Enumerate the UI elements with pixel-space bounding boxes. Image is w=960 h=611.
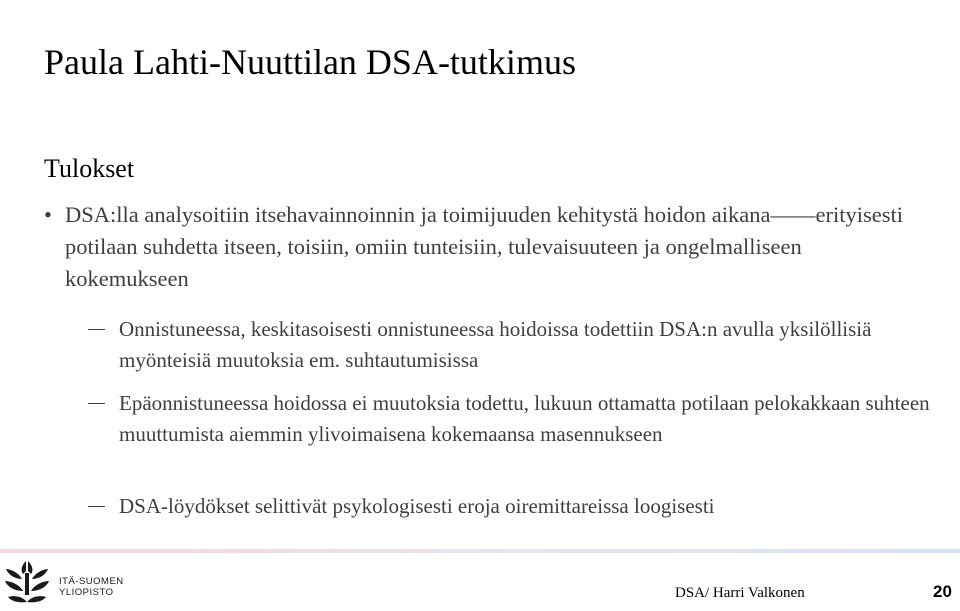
sub-point-findings (88, 491, 948, 522)
sub-point-text: Epäonnistuneessa hoidossa ei muutoksia todettu, lukuun ottamatta potilaan pelokakkaan suhteen muuttumista aiemmin ylivoimaisena kokemaansa masennukseen (119, 391, 930, 446)
main-bullet-text: DSA:lla analysoitiin itsehavainnoinnin ja toimijuuden kehitystä hoidon aikana——erityisesti potilaan suhdetta itseen, toisiin, omiin tunteisiin, tulevaisuuteen ja ongelmalliseen kokemukseen (65, 202, 903, 291)
section-heading: Tulokset (44, 154, 135, 183)
dash-marker (88, 329, 105, 330)
sub-point-unsuccessful (88, 388, 948, 450)
sub-point-text: Onnistuneessa, keskitasoisesti onnistuneessa hoidoissa todettiin DSA:n avulla yksilöllisiä myönteisiä muutoksia em. suhtautumisissa (119, 317, 872, 372)
sub-point-successful (88, 314, 948, 376)
university-leaf-logo-icon (4, 559, 50, 607)
slide-title: Paula Lahti-Nuuttilan DSA-tutkimus (44, 42, 576, 82)
bullet-marker: • (44, 202, 52, 227)
dash-marker (88, 506, 105, 507)
university-name (59, 576, 124, 598)
main-bullet-point (44, 199, 924, 295)
footer-author: DSA/ Harri Valkonen (675, 585, 805, 601)
university-name-line1: ITÄ-SUOMEN (59, 576, 124, 587)
sub-point-text: DSA-löydökset selittivät psykologisesti eroja oiremittareissa loogisesti (119, 494, 715, 518)
university-name-line2: YLIOPISTO (59, 587, 114, 598)
page-number: 20 (933, 582, 952, 601)
dash-marker (88, 403, 105, 404)
footer-divider (0, 549, 960, 553)
